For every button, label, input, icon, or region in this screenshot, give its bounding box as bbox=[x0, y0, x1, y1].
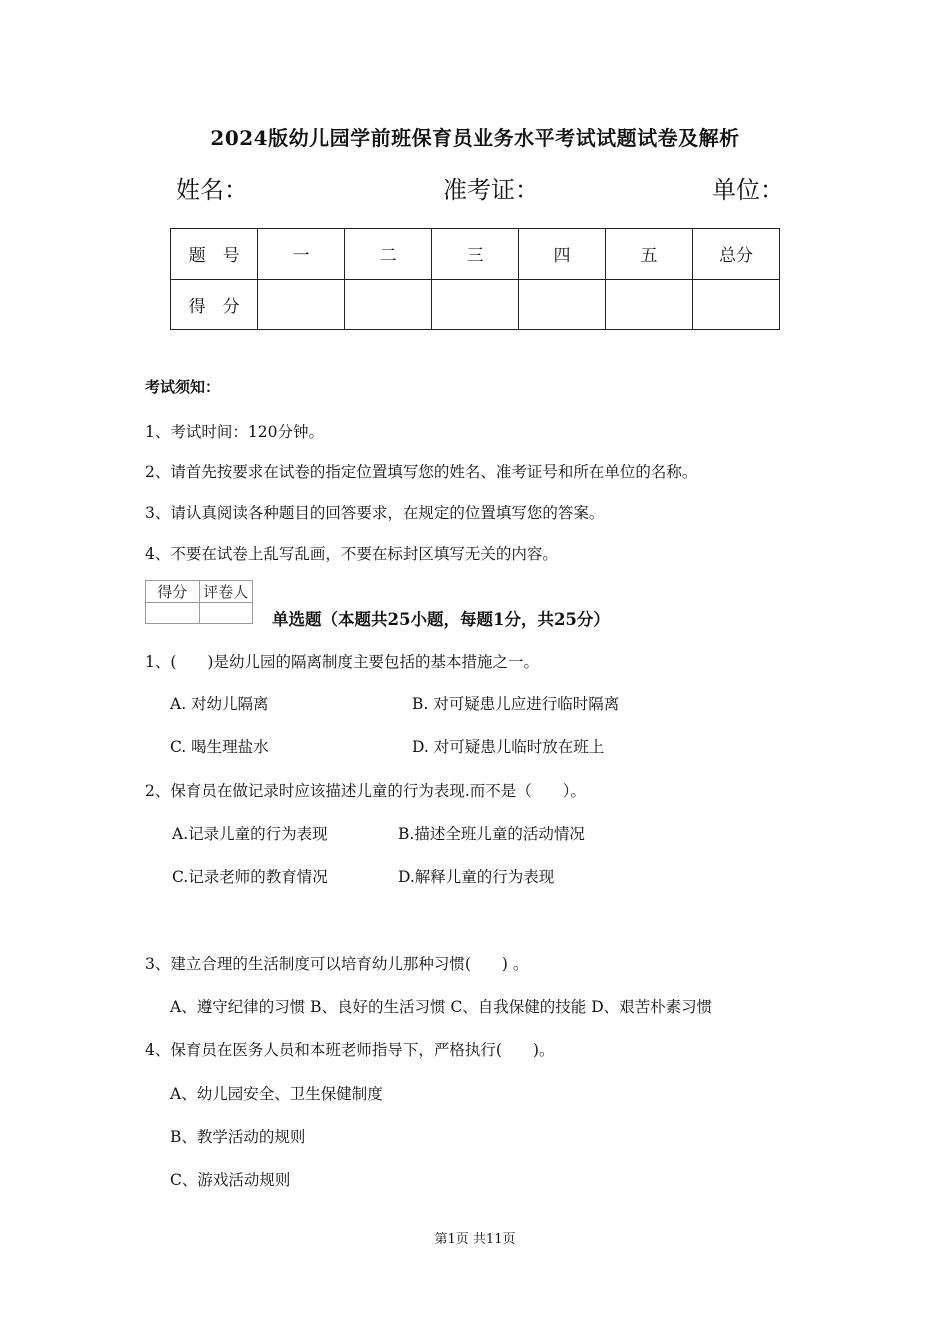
score-input-cell[interactable] bbox=[258, 279, 345, 330]
question-stem: 3、建立合理的生活制度可以培育幼儿那种习惯( ) 。 bbox=[145, 955, 529, 973]
score-input-cell[interactable] bbox=[692, 279, 779, 330]
score-table-header-row bbox=[171, 229, 780, 280]
page-footer: 第1页 共11页 bbox=[434, 1232, 516, 1247]
question-option: B、教学活动的规则 bbox=[170, 1128, 306, 1146]
score-header-cell: 五 bbox=[606, 229, 693, 280]
score-header-cell: 三 bbox=[432, 229, 519, 280]
question-option: C、游戏活动规则 bbox=[170, 1171, 291, 1189]
score-input-cell[interactable] bbox=[519, 279, 606, 330]
grader-box bbox=[145, 580, 253, 624]
score-input-cell[interactable] bbox=[345, 279, 432, 330]
section-title: 单选题（本题共25小题，每题1分，共25分） bbox=[272, 610, 610, 629]
question-option: B. 对可疑患儿应进行临时隔离 bbox=[412, 695, 620, 713]
score-header-cell: 题 号 bbox=[171, 229, 258, 280]
document-title: 2024版幼儿园学前班保育员业务水平考试试题试卷及解析 bbox=[210, 126, 740, 150]
score-table-score-row bbox=[171, 279, 780, 330]
question-option: D. 对可疑患儿临时放在班上 bbox=[412, 738, 605, 756]
score-table bbox=[170, 228, 780, 330]
question-stem: 2、保育员在做记录时应该描述儿童的行为表现.而不是（ ）。 bbox=[145, 782, 587, 800]
score-input-cell[interactable] bbox=[432, 279, 519, 330]
grader-reviewer-label: 评卷人 bbox=[199, 581, 253, 603]
notice-item: 4、不要在试卷上乱写乱画，不要在标封区填写无关的内容。 bbox=[145, 545, 558, 563]
question-option: C.记录老师的教育情况 bbox=[172, 868, 328, 886]
score-header-cell: 四 bbox=[519, 229, 606, 280]
notice-item: 2、请首先按要求在试卷的指定位置填写您的姓名、准考证号和所在单位的名称。 bbox=[145, 463, 698, 481]
question-stem: 1、( )是幼儿园的隔离制度主要包括的基本措施之一。 bbox=[145, 653, 539, 671]
question-option: B.描述全班儿童的活动情况 bbox=[398, 825, 585, 843]
notice-item: 3、请认真阅读各种题目的回答要求，在规定的位置填写您的答案。 bbox=[145, 504, 605, 522]
grader-score-cell[interactable] bbox=[146, 603, 200, 624]
exam-id-field-label: 准考证： bbox=[443, 176, 539, 204]
score-input-cell[interactable] bbox=[606, 279, 693, 330]
notice-heading: 考试须知： bbox=[145, 378, 221, 396]
grader-score-label: 得分 bbox=[146, 581, 200, 603]
question-options-inline: A、遵守纪律的习惯 B、良好的生活习惯 C、自我保健的技能 D、艰苦朴素习惯 bbox=[170, 998, 713, 1016]
question-option: C. 喝生理盐水 bbox=[170, 738, 269, 756]
name-field-label: 姓名： bbox=[176, 176, 248, 204]
question-stem: 4、保育员在医务人员和本班老师指导下，严格执行( )。 bbox=[145, 1041, 555, 1059]
score-header-cell: 二 bbox=[345, 229, 432, 280]
score-row-label: 得 分 bbox=[171, 279, 258, 330]
question-option: A.记录儿童的行为表现 bbox=[172, 825, 328, 843]
notice-item: 1、考试时间：120分钟。 bbox=[145, 423, 324, 441]
unit-field-label: 单位： bbox=[712, 176, 784, 204]
question-option: A. 对幼儿隔离 bbox=[170, 695, 269, 713]
grader-reviewer-cell[interactable] bbox=[199, 603, 253, 624]
question-option: A、幼儿园安全、卫生保健制度 bbox=[170, 1085, 383, 1103]
score-header-cell: 总分 bbox=[692, 229, 779, 280]
score-header-cell: 一 bbox=[258, 229, 345, 280]
question-option: D.解释儿童的行为表现 bbox=[398, 868, 555, 886]
